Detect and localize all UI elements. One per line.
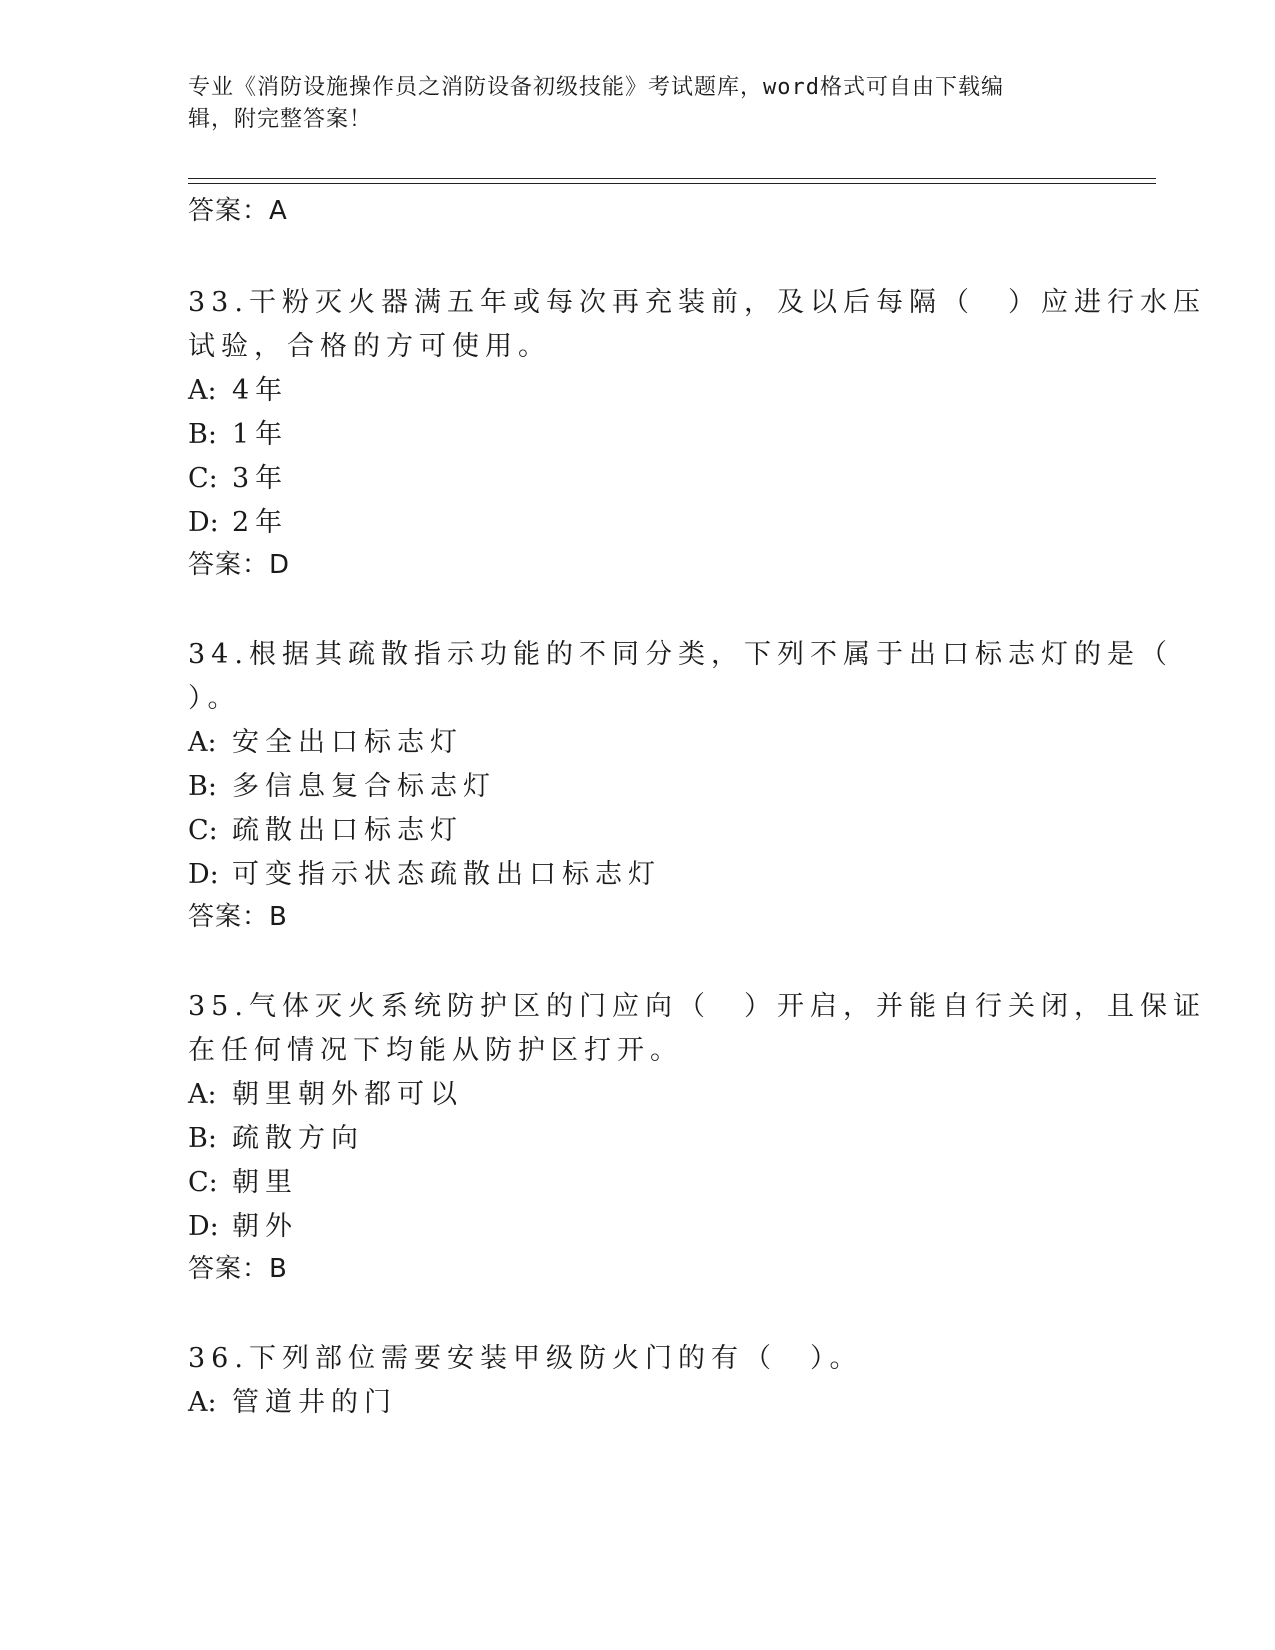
question-33-option-a: A: 4年	[188, 375, 289, 406]
question-35-option-a: A: 朝里朝外都可以	[188, 1079, 463, 1110]
header-line-1: 专业《消防设施操作员之消防设备初级技能》考试题库，word格式可自由下载编	[188, 75, 1004, 100]
header-rule-top	[188, 178, 1156, 179]
question-33-answer: 答案：D	[188, 550, 291, 580]
question-35-answer: 答案：B	[188, 1254, 288, 1284]
header-rule-bottom	[188, 183, 1156, 184]
question-36-option-a: A: 管道井的门	[188, 1387, 397, 1418]
question-33-line-2: 试验，合格的方可使用。	[188, 331, 551, 362]
question-34-line-2: ）。	[188, 683, 241, 714]
answer-prev: 答案：A	[188, 196, 288, 226]
question-35-option-b: B: 疏散方向	[188, 1123, 364, 1154]
question-34-option-a: A: 安全出口标志灯	[188, 727, 463, 758]
question-33-option-d: D: 2年	[188, 507, 289, 538]
question-35-option-c: C: 朝里	[188, 1167, 298, 1198]
question-35-line-1: 35.气体灭火系统防护区的门应向（ ）开启，并能自行关闭，且保证	[188, 991, 1206, 1022]
question-35-line-2: 在任何情况下均能从防护区打开。	[188, 1035, 683, 1066]
question-35-option-d: D: 朝外	[188, 1211, 298, 1242]
question-36-line-1: 36.下列部位需要安装甲级防火门的有（ ）。	[188, 1343, 863, 1374]
document-header	[188, 72, 1088, 136]
question-34-option-c: C: 疏散出口标志灯	[188, 815, 463, 846]
question-34-option-b: B: 多信息复合标志灯	[188, 771, 496, 802]
question-34-option-d: D: 可变指示状态疏散出口标志灯	[188, 859, 661, 890]
question-33-option-c: C: 3年	[188, 463, 289, 494]
question-33-line-1: 33.干粉灭火器满五年或每次再充装前，及以后每隔（ ）应进行水压	[188, 287, 1206, 318]
question-33-option-b: B: 1年	[188, 419, 289, 450]
header-line-2: 辑，附完整答案！	[188, 107, 373, 132]
question-34-answer: 答案：B	[188, 902, 288, 932]
question-34-line-1: 34.根据其疏散指示功能的不同分类，下列不属于出口标志灯的是（	[188, 639, 1173, 670]
